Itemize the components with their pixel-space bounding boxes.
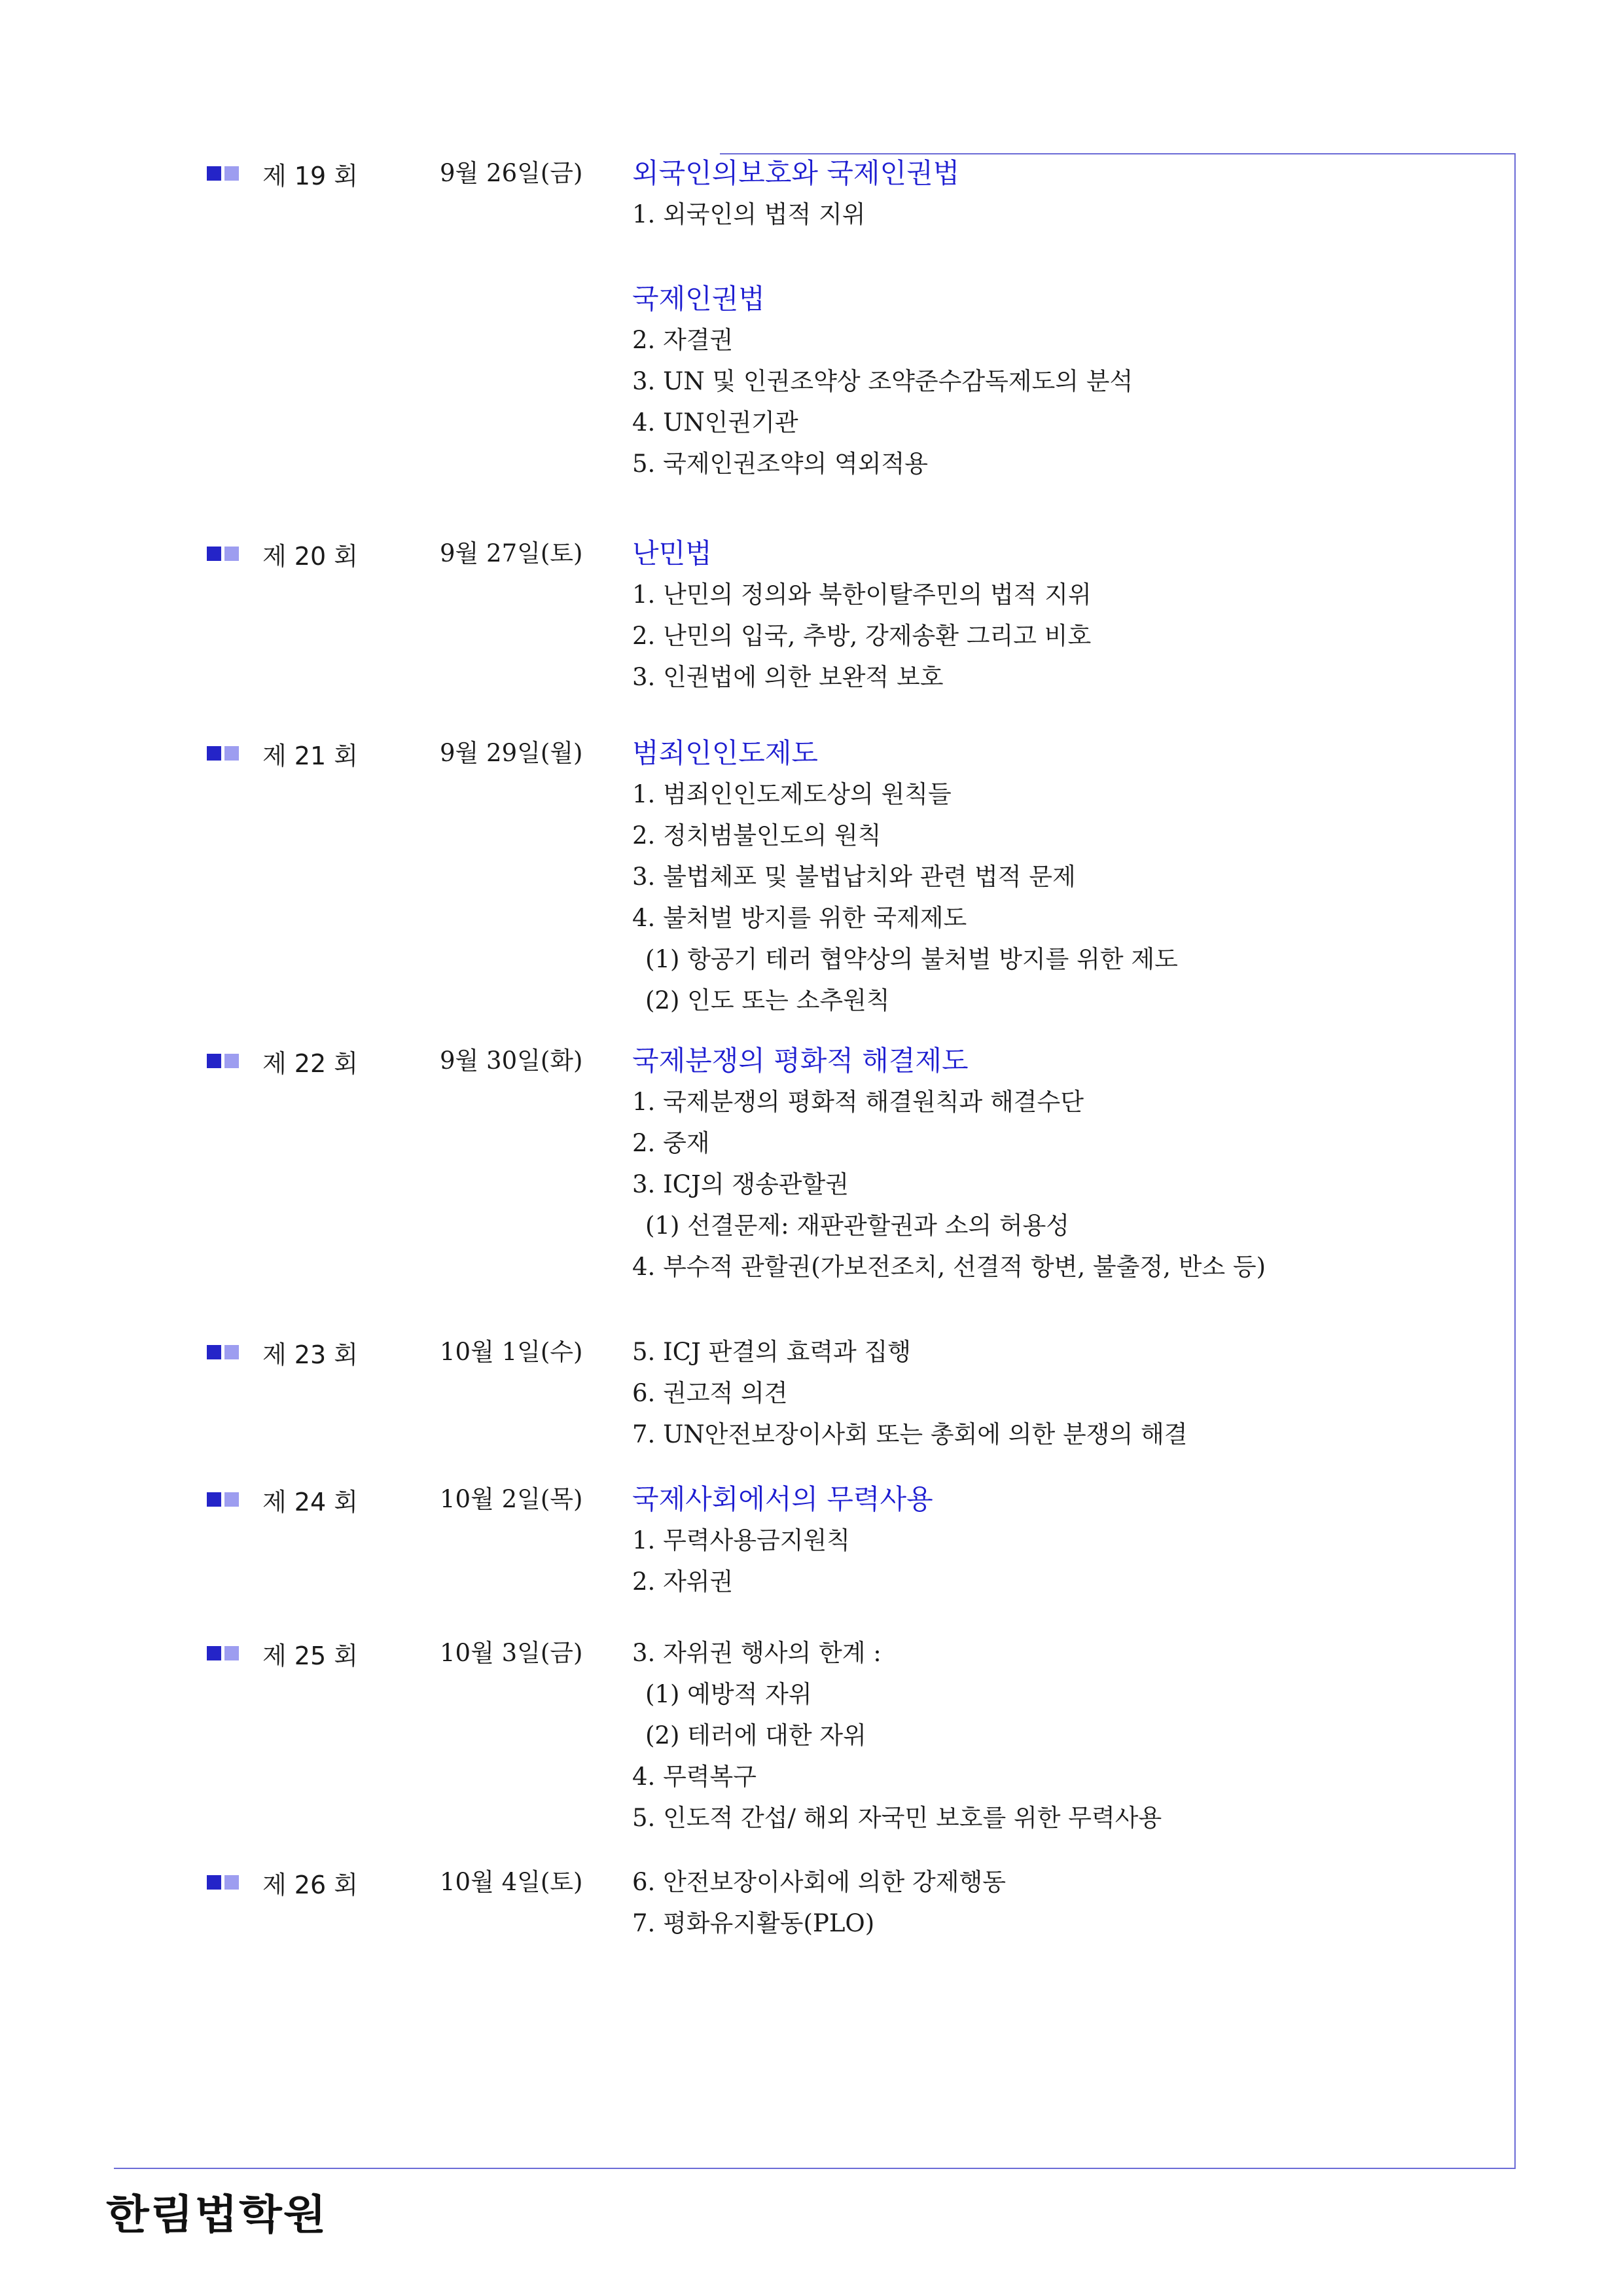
session-content: [632, 1041, 1266, 1288]
square-light-icon: [224, 166, 239, 181]
list-item: 4. 부수적 관할권(가보전조치, 선결적 항변, 불출정, 반소 등): [632, 1253, 1266, 1281]
square-light-icon: [224, 1646, 239, 1660]
hallim-law-academy-logo: 한림법학원: [106, 2191, 328, 2239]
session-content: [632, 153, 1133, 485]
square-dark-icon: [207, 746, 221, 761]
session-date: 9월 29일(월): [440, 739, 583, 767]
session-number: 제 21 회: [262, 741, 358, 770]
session-header: [207, 153, 358, 194]
topic-heading: 국제인권법: [632, 283, 765, 315]
session-header: [207, 1041, 358, 1081]
square-bullet-icon: [207, 1646, 239, 1660]
list-item: 2. 정치범불인도의 원칙: [632, 821, 882, 850]
list-item: 1. 외국인의 법적 지위: [632, 200, 866, 228]
session-header: [207, 533, 358, 574]
topic-heading: 국제분쟁의 평화적 해결제도: [632, 1045, 969, 1077]
square-bullet-icon: [207, 547, 239, 561]
list-item: 3. 불법체포 및 불법납치와 관련 법적 문제: [632, 863, 1076, 891]
session-number: 제 22 회: [262, 1049, 358, 1078]
square-bullet-icon: [207, 1345, 239, 1359]
frame-bottom-border: [114, 2168, 1516, 2169]
square-bullet-icon: [207, 1875, 239, 1890]
session-content: [632, 533, 1092, 698]
session-date: 9월 26일(금): [440, 159, 583, 187]
session-number: 제 20 회: [262, 541, 358, 571]
session-date: 10월 1일(수): [440, 1338, 583, 1366]
square-light-icon: [224, 746, 239, 761]
session-number: 제 19 회: [262, 161, 358, 190]
square-bullet-icon: [207, 1492, 239, 1507]
session-date: 10월 2일(목): [440, 1485, 583, 1513]
list-item: 5. ICJ 판결의 효력과 집행: [632, 1338, 912, 1366]
session-number: 제 24 회: [262, 1487, 358, 1516]
list-item: 1. 난민의 정의와 북한이탈주민의 법적 지위: [632, 581, 1092, 609]
session-content: [632, 1862, 1006, 1945]
square-bullet-icon: [207, 746, 239, 761]
list-item: 2. 중재: [632, 1129, 710, 1157]
sub-item: (1) 선결문제: 재판관할권과 소의 허용성: [645, 1211, 1070, 1240]
list-item: 2. 난민의 입국, 추방, 강제송환 그리고 비호: [632, 622, 1092, 650]
sub-item: (2) 테러에 대한 자위: [645, 1721, 866, 1749]
topic-heading: 외국인의보호와 국제인권법: [632, 157, 960, 189]
session-date: 10월 3일(금): [440, 1639, 583, 1667]
square-bullet-icon: [207, 166, 239, 181]
list-item: 5. 국제인권조약의 역외적용: [632, 450, 928, 478]
list-item: 4. 불처벌 방지를 위한 국제제도: [632, 904, 967, 932]
session-header: [207, 733, 358, 774]
session-content: [632, 733, 1178, 1022]
square-light-icon: [224, 547, 239, 561]
session-content: [632, 1479, 933, 1603]
list-item: 2. 자결권: [632, 326, 734, 354]
session-number: 제 26 회: [262, 1870, 358, 1899]
square-dark-icon: [207, 166, 221, 181]
square-bullet-icon: [207, 1054, 239, 1068]
list-item: 7. 평화유지활동(PLO): [632, 1909, 875, 1937]
topic-heading: 국제사회에서의 무력사용: [632, 1483, 933, 1515]
list-item: 5. 인도적 간섭/ 해외 자국민 보호를 위한 무력사용: [632, 1804, 1162, 1832]
session-date: 9월 30일(화): [440, 1047, 583, 1075]
sub-item: (2) 인도 또는 소추원칙: [645, 986, 890, 1014]
list-item: 1. 무력사용금지원칙: [632, 1526, 850, 1554]
list-item: 3. 인권법에 의한 보완적 보호: [632, 663, 944, 691]
list-item: 1. 범죄인인도제도상의 원칙들: [632, 780, 952, 808]
list-item: 7. UN안전보장이사회 또는 총회에 의한 분쟁의 해결: [632, 1420, 1188, 1448]
square-dark-icon: [207, 1646, 221, 1660]
session-header: [207, 1633, 358, 1674]
session-header: [207, 1479, 358, 1520]
sub-item: (1) 항공기 테러 협약상의 불처벌 방지를 위한 제도: [645, 945, 1178, 973]
session-number: 제 25 회: [262, 1641, 358, 1670]
square-dark-icon: [207, 1345, 221, 1359]
session-header: [207, 1332, 358, 1372]
session-number: 제 23 회: [262, 1340, 358, 1369]
square-dark-icon: [207, 547, 221, 561]
session-header: [207, 1862, 358, 1903]
square-dark-icon: [207, 1875, 221, 1890]
session-content: [632, 1633, 1162, 1839]
square-dark-icon: [207, 1492, 221, 1507]
square-light-icon: [224, 1345, 239, 1359]
list-item: 6. 권고적 의견: [632, 1379, 788, 1407]
frame-right-border: [1514, 153, 1516, 2169]
list-item: 6. 안전보장이사회에 의한 강제행동: [632, 1868, 1006, 1896]
square-dark-icon: [207, 1054, 221, 1068]
list-item: 3. UN 및 인권조약상 조약준수감독제도의 분석: [632, 367, 1133, 395]
session-date: 10월 4일(토): [440, 1868, 583, 1896]
square-light-icon: [224, 1875, 239, 1890]
square-light-icon: [224, 1054, 239, 1068]
list-item: 2. 자위권: [632, 1568, 734, 1596]
list-item: 1. 국제분쟁의 평화적 해결원칙과 해결수단: [632, 1088, 1084, 1116]
list-item: 4. UN인권기관: [632, 408, 798, 437]
square-light-icon: [224, 1492, 239, 1507]
topic-heading: 범죄인인도제도: [632, 737, 819, 769]
list-item: 3. 자위권 행사의 한계 :: [632, 1639, 882, 1667]
topic-heading: 난민법: [632, 537, 712, 569]
session-content: [632, 1332, 1188, 1456]
sub-item: (1) 예방적 자위: [645, 1680, 812, 1708]
session-date: 9월 27일(토): [440, 539, 583, 567]
list-item: 3. ICJ의 쟁송관할권: [632, 1170, 849, 1198]
list-item: 4. 무력복구: [632, 1763, 757, 1791]
